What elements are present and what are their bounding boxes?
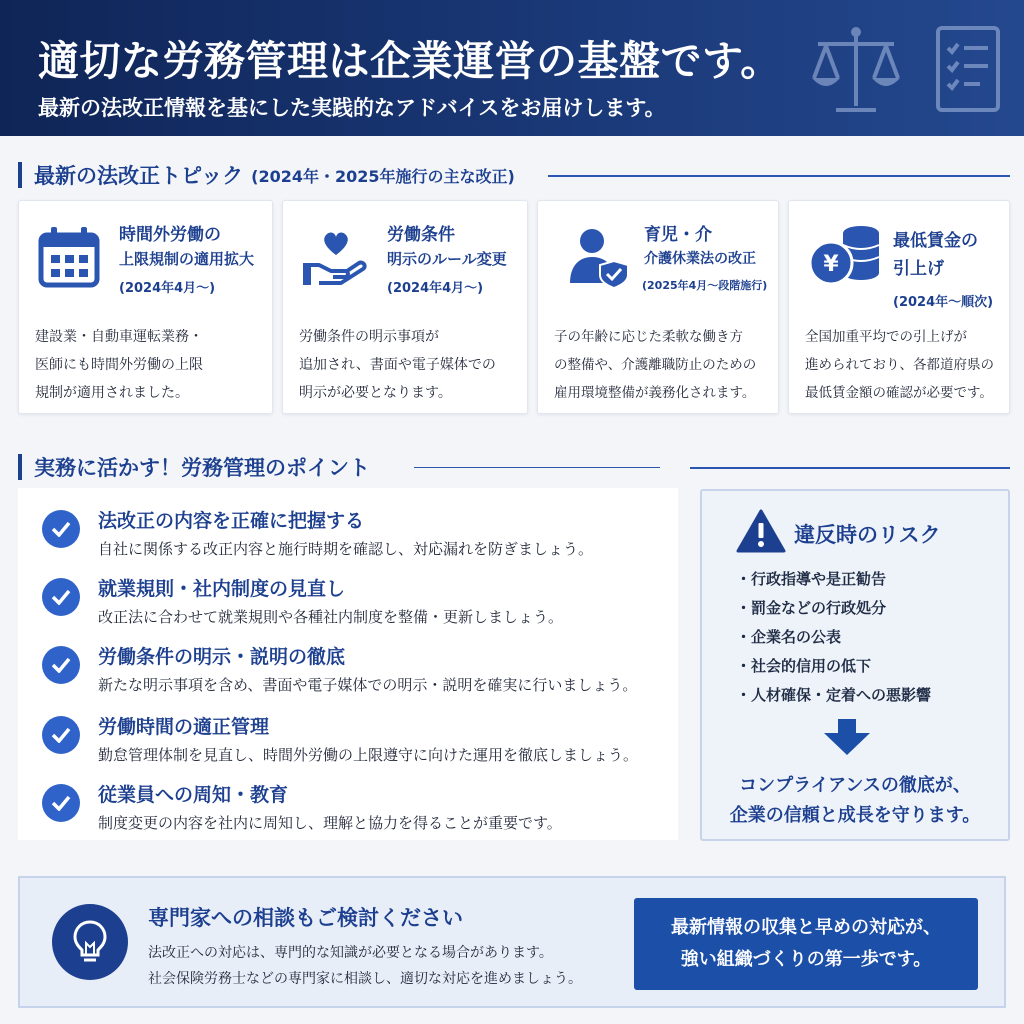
section-divider [548, 175, 1010, 177]
section-divider [690, 467, 1010, 469]
callout-line1: 最新情報の収集と早めの対応が、 [671, 917, 941, 938]
card-body [554, 323, 768, 407]
warning-icon [736, 509, 786, 553]
callout-line2: 強い組織づくりの第一歩です。 [680, 949, 932, 970]
risk-item: ・ 社会的信用の低下 [736, 656, 931, 685]
topic-card-conditions [282, 200, 528, 414]
card-body-line: 最低賃金額の確認が必要です。 [805, 385, 993, 401]
card-body-line: 雇用環境整備が義務化されます。 [554, 385, 756, 401]
card-date: (2024年4月〜) [387, 281, 484, 296]
point-desc: 勤怠管理体制を見直し、時間外労働の上限遵守に向けた運用を徹底しましょう。 [98, 746, 639, 764]
svg-text:¥: ¥ [823, 252, 839, 277]
risk-item: ・ 企業名の公表 [736, 627, 931, 656]
risk-footer [702, 771, 1008, 831]
section-divider [414, 467, 660, 468]
point-title: 労働時間の適正管理 [98, 716, 270, 738]
point-desc: 新たな明示事項を含め、書面や電子媒体での明示・説明を確実に行いましょう。 [98, 676, 638, 694]
lightbulb-icon [52, 904, 128, 980]
check-circle-icon [42, 716, 80, 754]
points-title: 実務に活かす！労務管理のポイント [34, 456, 370, 480]
card-title-line1: 最低賃金の [893, 231, 978, 251]
card-title-line1: 労働条件 [387, 225, 455, 245]
card-body-line: 明示が必要となります。 [299, 385, 452, 401]
card-body-line: の整備や、介護離職防止のための [554, 357, 757, 373]
card-date: (2024年〜順次) [893, 295, 994, 310]
card-date: (2024年4月〜) [119, 281, 216, 296]
point-title: 労働条件の明示・説明の徹底 [98, 646, 346, 668]
arrow-down-icon [824, 719, 870, 755]
yen-coins-icon [807, 223, 883, 289]
hero-header [0, 0, 1024, 136]
points-section-header [18, 452, 370, 482]
banner-title: 専門家への相談もご検討ください [148, 906, 463, 930]
hero-title: 適切な労務管理は企業運営の基盤です。 [38, 37, 782, 85]
point-desc: 自社に関係する改正内容と施行時期を確認し、対応漏れを防ぎましょう。 [98, 540, 594, 558]
risk-footer-line1: コンプライアンスの徹底が、 [739, 775, 971, 796]
card-body-line: 規制が適用されました。 [35, 385, 189, 401]
check-circle-icon [42, 510, 80, 548]
card-title-line2: 引上げ [893, 259, 944, 279]
banner-text [148, 940, 582, 992]
card-body-line: 医師にも時間外労働の上限 [35, 357, 203, 373]
heart-hand-icon [301, 225, 371, 289]
point-desc: 改正法に合わせて就業規則や各種社内制度を整備・更新しましょう。 [98, 608, 564, 626]
topic-card-childcare [537, 200, 779, 414]
card-body-line: 進められており、各都道府県の [805, 357, 994, 373]
point-title: 就業規則・社内制度の見直し [98, 578, 346, 600]
topic-card-minimum-wage [788, 200, 1010, 414]
card-body-line: 建設業・自動車運転業務・ [35, 329, 203, 345]
topics-section-header [18, 160, 515, 190]
hero-subtitle: 最新の法改正情報を基にした実践的なアドバイスをお届けします。 [38, 96, 666, 120]
card-body-line: 労働条件の明示事項が [299, 329, 439, 345]
section-accent-bar [18, 454, 22, 480]
risk-item: ・ 行政指導や是正勧告 [736, 569, 931, 598]
card-body-line: 追加され、書面や電子媒体での [299, 357, 496, 373]
card-title-line2: 上限規制の適用拡大 [119, 250, 255, 268]
scales-icon [806, 22, 906, 118]
risk-footer-line2: 企業の信頼と成長を守ります。 [729, 805, 981, 826]
card-body [805, 323, 999, 407]
risk-list [736, 569, 931, 714]
card-title-line1: 時間外労働の [119, 225, 221, 245]
risk-panel [700, 489, 1010, 841]
card-body [35, 323, 262, 407]
risk-title: 違反時のリスク [794, 523, 941, 547]
card-title-line1: 育児・介 [644, 225, 712, 245]
topics-title: 最新の法改正トピック [34, 164, 244, 188]
banner-text-line: 社会保険労務士などの専門家に相談し、適切な対応を進めましょう。 [148, 971, 582, 987]
topic-card-overtime [18, 200, 273, 414]
topics-note: (2024年・2025年施行の主な改正) [251, 166, 515, 186]
banner-callout [634, 898, 978, 990]
check-circle-icon [42, 646, 80, 684]
card-body-line: 子の年齢に応じた柔軟な働き方 [554, 329, 743, 345]
point-desc: 制度変更の内容を社内に周知し、理解と協力を得ることが重要です。 [98, 814, 562, 832]
risk-item: ・ 人材確保・定着への悪影響 [736, 685, 931, 714]
check-circle-icon [42, 784, 80, 822]
points-panel [18, 488, 678, 840]
card-title-line2: 明示のルール変更 [387, 250, 507, 268]
check-circle-icon [42, 578, 80, 616]
point-title: 法改正の内容を正確に把握する [98, 510, 365, 532]
section-accent-bar [18, 162, 22, 188]
banner-text-line: 法改正への対応は、専門的な知識が必要となる場合があります。 [148, 945, 553, 961]
card-date: (2025年4月〜段階施行) [642, 279, 768, 292]
point-title: 従業員への周知・教育 [98, 784, 289, 806]
person-shield-icon [566, 225, 630, 289]
checklist-document-icon [934, 24, 1006, 116]
card-body-line: 全国加重平均での引上げが [805, 329, 967, 345]
card-body [299, 323, 517, 407]
consult-banner [18, 876, 1006, 1008]
risk-item: ・ 罰金などの行政処分 [736, 598, 931, 627]
card-title-line2: 介護休業法の改正 [644, 251, 756, 267]
calendar-icon [37, 225, 101, 289]
